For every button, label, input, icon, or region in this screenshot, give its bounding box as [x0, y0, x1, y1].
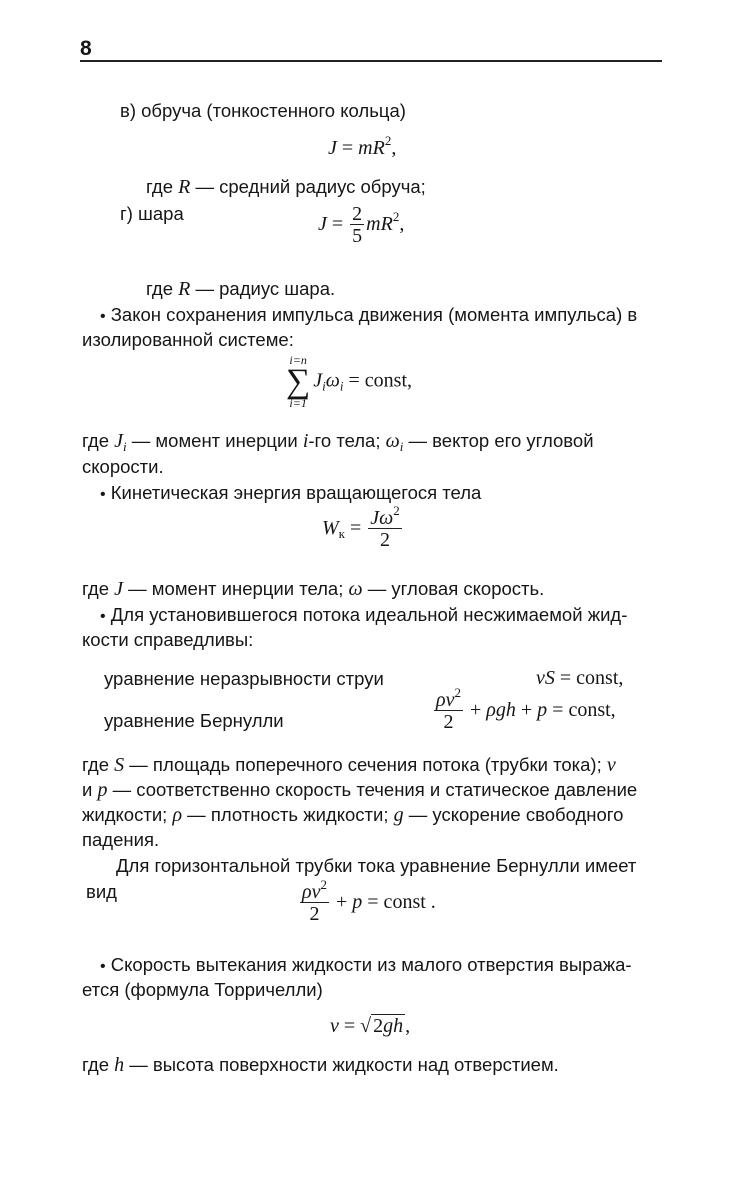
note-prefix: жидкости;	[82, 804, 173, 825]
bullet-icon: •	[100, 958, 106, 975]
sqrt-body	[371, 1014, 405, 1037]
hoop-formula-pow: 2	[384, 133, 392, 148]
sqrt-icon: √	[360, 1015, 372, 1037]
note-prefix: где	[82, 430, 115, 451]
note-J: J	[114, 430, 124, 452]
sphere-formula-lhs: J	[318, 213, 327, 236]
conservation-text1: Закон сохранения импульса движения (момента импульса) в	[110, 304, 638, 325]
kinetic-formula	[322, 503, 404, 551]
bern-num-v: v	[445, 689, 455, 711]
horizontal-fraction	[300, 877, 329, 925]
hoop-note-prefix: где	[146, 176, 179, 197]
note-text: — площадь поперечного сечения потока (трубки тока);	[124, 754, 607, 775]
note-prefix: где	[82, 1054, 115, 1075]
conservation-formula	[286, 354, 412, 410]
note-text2: -го тела;	[308, 430, 386, 451]
hoop-formula	[328, 133, 397, 160]
conservation-tail: = const,	[343, 369, 413, 392]
note-S: S	[114, 754, 125, 776]
sphere-formula-eq: =	[326, 213, 349, 236]
term-omega: ω	[325, 369, 340, 392]
note-text: — высота поверхности жидкости над отверстием.	[124, 1054, 559, 1075]
torricelli-formula	[330, 1014, 410, 1038]
sphere-formula	[318, 204, 404, 247]
note-J-sub: i	[123, 439, 127, 454]
hoop-note-var: R	[178, 176, 191, 198]
hor-num-rho: ρ	[302, 881, 312, 903]
note-prefix: где	[82, 754, 115, 775]
torricelli-tail: ,	[405, 1015, 411, 1037]
hoop-formula-R: R	[372, 137, 385, 159]
hoop-formula-eq: =	[336, 137, 359, 159]
header-rule	[80, 60, 662, 62]
bern-g: g	[495, 699, 506, 722]
continuity-S: S	[544, 667, 555, 689]
sum-operator	[286, 354, 310, 410]
hoop-formula-m: m	[358, 137, 373, 159]
bern-h: h	[505, 699, 516, 722]
sphere-formula-R: R	[380, 213, 393, 236]
horizontal-line1: Для горизонтальной трубки тока уравнение Бернулли имеет	[116, 855, 637, 876]
horizontal-frac-num	[300, 877, 329, 903]
note-prefix: где	[82, 578, 115, 599]
flow-note2	[82, 777, 637, 803]
hoop-note	[146, 174, 426, 200]
kinetic-lhs: W	[322, 517, 339, 540]
hoop-formula-tail: ,	[391, 137, 397, 159]
kinetic-line	[100, 480, 481, 508]
note-text: — соответственно скорость течения и статическое давление	[107, 779, 638, 800]
kinetic-eq: =	[345, 517, 367, 540]
hor-num-pow: 2	[320, 877, 327, 892]
note-p: p	[97, 779, 108, 801]
torricelli-text1: Скорость вытекания жидкости из малого отверстия выража-	[110, 954, 632, 975]
bernoulli-frac-num	[434, 685, 463, 711]
torricelli-line2: ется (формула Торричелли)	[82, 979, 323, 1000]
bern-num-rho: ρ	[436, 689, 446, 711]
bernoulli-label: уравнение Бернулли	[104, 710, 284, 731]
note-text2: — ускорение свободного	[403, 804, 624, 825]
sphere-note-var: R	[178, 278, 191, 300]
kinetic-frac-den: 2	[368, 528, 402, 551]
sphere-formula-pow: 2	[392, 209, 400, 225]
kinetic-frac-num	[368, 503, 402, 529]
note-omega: ω	[385, 430, 400, 452]
kinetic-note	[82, 576, 544, 602]
term-J: J	[313, 369, 323, 392]
note-text1: — плотность жидкости;	[182, 804, 394, 825]
horizontal-line2: вид	[86, 881, 117, 902]
hor-tail: = const .	[362, 891, 436, 914]
rad-g: g	[383, 1015, 394, 1037]
kinetic-num-pow: 2	[393, 503, 400, 518]
bullet-icon: •	[100, 486, 106, 503]
note-v: v	[606, 754, 616, 776]
kinetic-text: Кинетическая энергия вращающегося тела	[110, 482, 482, 503]
sphere-note-text: — радиус шара.	[190, 278, 336, 299]
rad-h: h	[393, 1015, 404, 1037]
flow-line1	[100, 602, 627, 630]
flow-line2: кости справедливы:	[82, 629, 254, 650]
kinetic-fraction	[368, 503, 402, 551]
sum-sign: ∑	[286, 363, 311, 400]
hor-num-v: v	[311, 881, 321, 903]
hoop-formula-lhs: J	[328, 137, 337, 159]
bern-plus1: +	[465, 699, 487, 722]
note-text3: — вектор его угловой	[403, 430, 594, 451]
bullet-icon: •	[100, 608, 106, 625]
note-prefix: и	[82, 779, 98, 800]
bern-plus2: +	[515, 699, 538, 722]
continuity-label: уравнение неразрывности струи	[104, 668, 384, 689]
kinetic-num-J: J	[370, 507, 380, 529]
note-i: i	[302, 430, 309, 452]
sphere-fraction	[350, 204, 364, 247]
note-text2: — угловая скорость.	[362, 578, 545, 599]
torricelli-lhs: v	[330, 1015, 339, 1037]
note-omega: ω	[348, 578, 363, 600]
continuity-v: v	[536, 667, 545, 689]
note-g: g	[393, 804, 404, 826]
hoop-note-text: — средний радиус обруча;	[190, 176, 426, 197]
term-omega-sub: i	[339, 378, 344, 394]
sphere-formula-tail: ,	[399, 213, 405, 236]
hor-plus: +	[331, 891, 353, 914]
bern-p: p	[537, 699, 548, 722]
flow-note4: падения.	[82, 829, 160, 850]
hoop-label: в) обруча (тонкостенного кольца)	[120, 100, 406, 121]
horizontal-frac-den: 2	[300, 902, 329, 925]
sphere-note-prefix: где	[146, 278, 179, 299]
bullet-icon: •	[100, 308, 106, 325]
note-text1: — момент инерции	[126, 430, 303, 451]
note-omega-sub: i	[399, 439, 404, 454]
kinetic-lhs-sub: к	[338, 526, 345, 542]
note-J: J	[114, 578, 124, 600]
torricelli-note	[82, 1052, 559, 1078]
sphere-frac-num: 2	[352, 203, 363, 225]
rad-2: 2	[373, 1015, 384, 1037]
continuity-tail: = const,	[554, 667, 624, 689]
note-h: h	[114, 1054, 125, 1076]
torricelli-eq: =	[338, 1015, 361, 1037]
bernoulli-formula	[432, 685, 616, 733]
term-J-sub: i	[322, 378, 326, 394]
bern-num-pow: 2	[454, 685, 461, 700]
continuity-formula	[536, 666, 623, 690]
torricelli-line1	[100, 952, 632, 980]
conservation-line1	[100, 302, 637, 330]
flow-text1: Для установившегося потока идеальной несжимаемой жид-	[110, 604, 628, 625]
bernoulli-fraction	[434, 685, 463, 733]
note-rho: ρ	[172, 804, 183, 826]
bern-tail: = const,	[547, 699, 616, 722]
hor-p: p	[352, 891, 363, 914]
sphere-label: г) шара	[120, 203, 184, 224]
horizontal-formula	[298, 877, 436, 925]
sphere-formula-m: m	[366, 213, 381, 236]
kinetic-num-omega: ω	[379, 507, 394, 529]
conservation-line2: изолированной системе:	[82, 329, 294, 350]
sum-upper: i=n	[289, 353, 307, 367]
conservation-note1	[82, 428, 594, 454]
sphere-note	[146, 276, 335, 302]
flow-note1	[82, 752, 616, 778]
flow-note3	[82, 802, 623, 828]
bernoulli-frac-den: 2	[434, 710, 463, 733]
sum-lower: i=1	[289, 396, 307, 410]
page-number: 8	[80, 37, 92, 60]
sphere-frac-den: 5	[352, 225, 363, 247]
note-text1: — момент инерции тела;	[123, 578, 349, 599]
bern-rho: ρ	[486, 699, 496, 722]
conservation-note2: скорости.	[82, 456, 164, 477]
